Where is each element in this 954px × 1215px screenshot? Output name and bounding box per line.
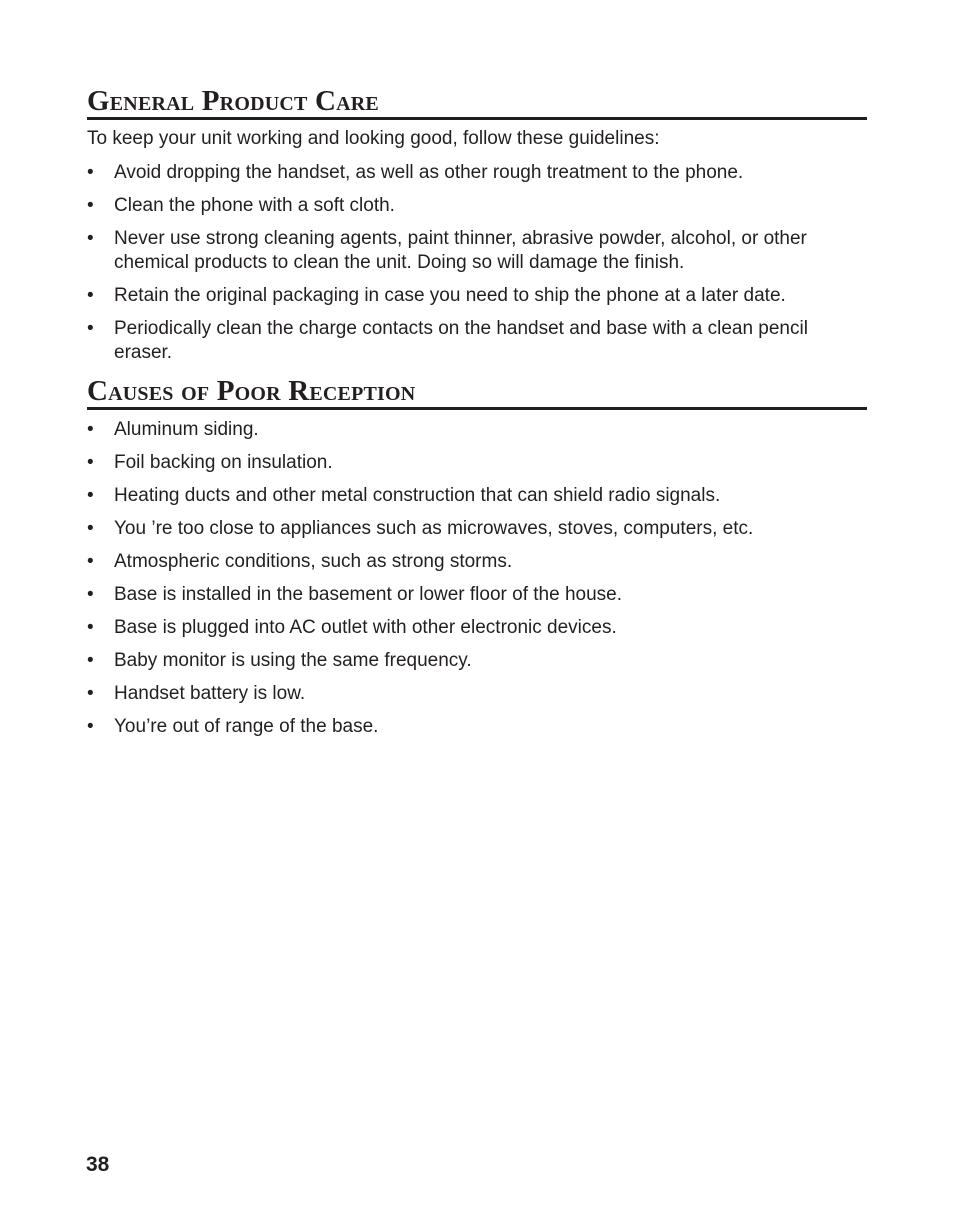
list-item-text: Clean the phone with a soft cloth.: [114, 195, 395, 216]
bullet-icon: •: [87, 452, 94, 473]
list-item: [87, 418, 867, 442]
list-item: [87, 682, 867, 706]
list-item-text: Avoid dropping the handset, as well as other rough treatment to the phone.: [114, 162, 744, 183]
list-item-text: You’re out of range of the base.: [114, 716, 379, 737]
list-item: [87, 284, 867, 308]
section-intro: To keep your unit working and looking good, follow these guidelines:: [87, 128, 660, 149]
list-item-text: Foil backing on insulation.: [114, 452, 333, 473]
section-heading-causes-of-poor-reception: Causes of Poor Reception: [87, 376, 867, 410]
bullet-icon: •: [87, 617, 94, 638]
bullet-icon: •: [87, 485, 94, 506]
list-item: [87, 227, 867, 275]
list-item: [87, 484, 867, 508]
section-heading-general-product-care: General Product Care: [87, 86, 867, 120]
list-item-text: Retain the original packaging in case you need to ship the phone at a later date.: [114, 285, 786, 306]
list-item: [87, 616, 867, 640]
list-item: [87, 517, 867, 541]
bullet-icon: •: [87, 716, 94, 737]
page-number: 38: [86, 1153, 110, 1176]
list-item: [87, 194, 867, 218]
bullet-icon: •: [87, 318, 94, 339]
list-item-text: Handset battery is low.: [114, 683, 306, 704]
list-item: [87, 715, 867, 739]
list-item-text: Periodically clean the charge contacts on the handset and base with a clean pencil eraser.: [114, 318, 808, 363]
list-item: [87, 317, 867, 365]
list-item: [87, 583, 867, 607]
list-item: [87, 451, 867, 475]
list-item: [87, 161, 867, 185]
bullet-icon: •: [87, 683, 94, 704]
list-item-text: Never use strong cleaning agents, paint thinner, abrasive powder, alcohol, or other chemical products to clean the unit. Doing so will damage the finish.: [114, 228, 807, 273]
list-item: [87, 550, 867, 574]
list-item-text: Baby monitor is using the same frequency.: [114, 650, 472, 671]
list-item-text: Heating ducts and other metal construction that can shield radio signals.: [114, 485, 721, 506]
bullet-list-product-care: [87, 161, 867, 374]
bullet-icon: •: [87, 518, 94, 539]
bullet-list-poor-reception: [87, 418, 867, 748]
bullet-icon: •: [87, 195, 94, 216]
list-item-text: Base is installed in the basement or lower floor of the house.: [114, 584, 623, 605]
list-item-text: Atmospheric conditions, such as strong storms.: [114, 551, 513, 572]
list-item-text: Base is plugged into AC outlet with other electronic devices.: [114, 617, 617, 638]
list-item-text: Aluminum siding.: [114, 419, 259, 440]
bullet-icon: •: [87, 650, 94, 671]
bullet-icon: •: [87, 228, 94, 249]
list-item-text: You ’re too close to appliances such as microwaves, stoves, computers, etc.: [114, 518, 754, 539]
bullet-icon: •: [87, 419, 94, 440]
bullet-icon: •: [87, 285, 94, 306]
bullet-icon: •: [87, 162, 94, 183]
bullet-icon: •: [87, 551, 94, 572]
bullet-icon: •: [87, 584, 94, 605]
list-item: [87, 649, 867, 673]
